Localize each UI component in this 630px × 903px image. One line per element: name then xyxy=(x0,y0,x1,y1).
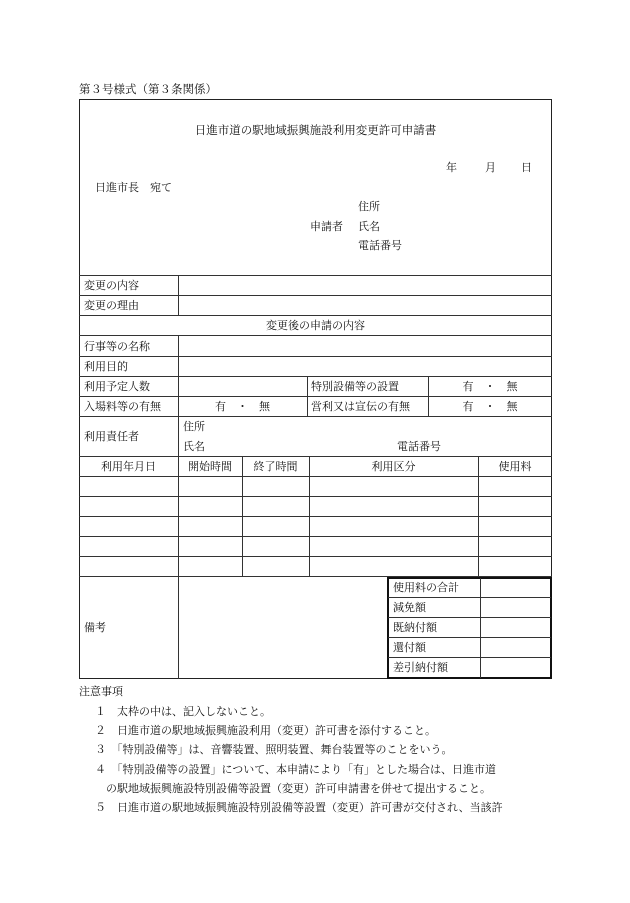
col-header-start: 開始時間 xyxy=(188,460,232,473)
section-title: 変更後の申請の内容 xyxy=(266,319,365,332)
applicant-address-label: 住所 xyxy=(358,200,380,213)
notes-title: 注意事項 xyxy=(79,685,123,698)
fee-total-label: 使用料の合計 xyxy=(393,581,459,594)
col-header-end: 終了時間 xyxy=(253,460,298,473)
responsible-name-label: 氏名 xyxy=(183,440,205,453)
commercial-options: 有 ・ 無 xyxy=(462,400,518,413)
note-item-continued: の駅地域振興施設特別設備等設置（変更）許可申請書を併せて提出すること。 xyxy=(106,782,491,795)
form-title: 日進市道の駅地域振興施設利用変更許可申請書 xyxy=(194,123,437,137)
form-number: 第３号様式（第３条関係） xyxy=(79,82,217,96)
expected-count-label: 利用予定人数 xyxy=(84,380,150,393)
col-header-date: 利用年月日 xyxy=(101,460,156,473)
note-item: １ 太枠の中は、記入しないこと。 xyxy=(95,705,271,718)
applicant-phone-label: 電話番号 xyxy=(358,239,402,252)
fee-balance-label: 差引納付額 xyxy=(393,661,448,674)
col-header-fee: 使用料 xyxy=(498,460,532,473)
admission-options: 有 ・ 無 xyxy=(215,400,270,413)
responsible-phone-label: 電話番号 xyxy=(397,440,441,453)
fee-refund-label: 還付額 xyxy=(393,641,426,654)
date-year-label: 年 xyxy=(446,161,457,174)
note-item: ５ 日進市道の駅地域振興施設特別設備等設置（変更）許可書が交付され、当該許 xyxy=(95,801,503,814)
date-month-label: 月 xyxy=(485,161,496,174)
admission-label: 入場料等の有無 xyxy=(84,400,161,413)
remarks-label: 備考 xyxy=(84,621,106,634)
date-day-label: 日 xyxy=(521,161,532,174)
fee-paid-label: 既納付額 xyxy=(393,621,437,634)
fee-reduction-label: 減免額 xyxy=(393,601,426,614)
event-name-label: 行事等の名称 xyxy=(84,340,150,353)
applicant-name-label: 氏名 xyxy=(358,220,380,233)
change-content-label: 変更の内容 xyxy=(84,279,139,292)
special-equipment-options: 有 ・ 無 xyxy=(462,380,518,393)
special-equipment-label: 特別設備等の設置 xyxy=(311,380,399,393)
applicant-label: 申請者 xyxy=(310,220,343,233)
commercial-label: 営利又は宣伝の有無 xyxy=(311,400,410,413)
note-item: ２ 日進市道の駅地域振興施設利用（変更）許可書を添付すること。 xyxy=(95,724,436,737)
responsible-address-label: 住所 xyxy=(183,420,205,433)
addressee: 日進市長 宛て xyxy=(95,181,172,194)
col-header-category: 利用区分 xyxy=(371,460,416,473)
responsible-label: 利用責任者 xyxy=(84,430,139,443)
note-item: ３ 「特別設備等」は、音響装置、照明装置、舞台装置等のことをいう。 xyxy=(95,743,453,756)
purpose-label: 利用目的 xyxy=(84,360,128,373)
note-item: ４ 「特別設備等の設置」について、本申請により「有」とした場合は、日進市道 xyxy=(95,763,497,776)
change-reason-label: 変更の理由 xyxy=(84,299,139,312)
